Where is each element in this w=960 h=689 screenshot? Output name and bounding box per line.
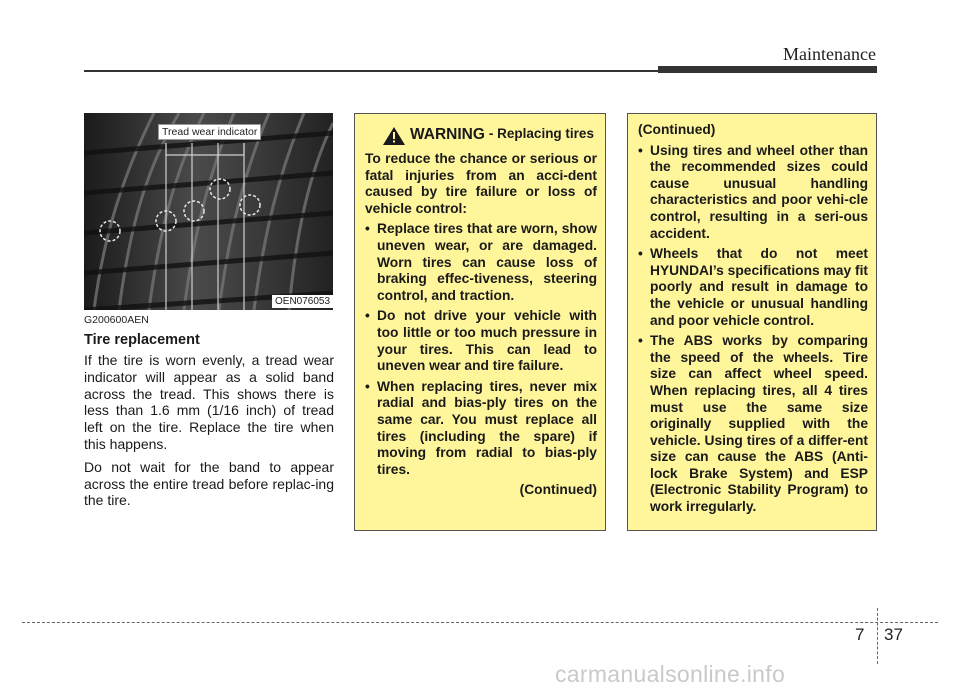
warning-header: [365, 126, 597, 145]
section-header-title: Maintenance: [783, 44, 876, 64]
footer-divider: [877, 608, 878, 664]
body-paragraph: If the tire is worn evenly, a tread wear indicator will appear as a solid band across the tread. This shows there is less than 1.6 mm (1/16 inch) of tread left on the tire. Replace the tire when this happens.: [84, 352, 334, 452]
warning-triangle-icon: [383, 127, 405, 145]
continued-label: (Continued): [519, 482, 597, 498]
tread-wear-indicator-label: Tread wear indicator: [158, 124, 261, 140]
tire-tread-image: [84, 113, 333, 310]
list-item: • Do not drive your vehicle with too little or too much pressure in your tires. This can lead to uneven wear and tire failure.: [365, 308, 597, 374]
tire-replacement-section: [84, 314, 334, 515]
section-title: Tire replacement: [84, 332, 200, 348]
watermark: carmanualsonline.info: [555, 661, 786, 687]
chapter-number: 7: [855, 625, 865, 644]
continued-label: (Continued): [638, 122, 716, 137]
figure-code: OEN076053: [272, 295, 333, 308]
page-number: 37: [884, 625, 903, 644]
warning-subtitle: - Replacing tires: [488, 126, 594, 141]
list-item: • When replacing tires, never mix radial and bias-ply tires on the same car. You must replace all tires (including the spare) if moving from radial to bias-ply tires.: [365, 379, 597, 479]
list-item: • Wheels that do not meet HYUNDAI’s specifications may fit poorly and result in damage to the vehicle or unusual handling and poor vehicle control.: [638, 246, 868, 329]
warning-intro: To reduce the chance or serious or fatal injuries from an acci-dent caused by tire failure or loss of vehicle control:: [365, 151, 597, 216]
header-rule-bold: [658, 66, 877, 73]
body-paragraph: Do not wait for the band to appear across the entire tread before replac-ing the tire.: [84, 458, 334, 509]
warning-word: WARNING: [410, 126, 485, 143]
header-rule: [84, 70, 662, 72]
section-code: G200600AEN: [84, 314, 149, 326]
warning-box: [354, 113, 606, 531]
footer-rule: [22, 622, 938, 623]
warning-box-continued: [627, 113, 877, 531]
list-item: • Using tires and wheel other than the recommended sizes could cause unusual handling characteristics and poor vehi-cle control, resulting in a seri-ous accident.: [638, 143, 868, 243]
list-item: • The ABS works by comparing the speed of the wheels. Tire size can affect wheel speed. When replacing tires, all 4 tires must use the same size originally supplied with the vehicle. Using tires of a differ-ent size can cause the ABS (Anti-lock Brake System) and ESP (Electronic Stability Program) to work irregularly.: [638, 333, 868, 516]
list-item: • Replace tires that are worn, show uneven wear, or are damaged. Worn tires can cause loss of braking effec-tiveness, steering control, and traction.: [365, 221, 597, 304]
